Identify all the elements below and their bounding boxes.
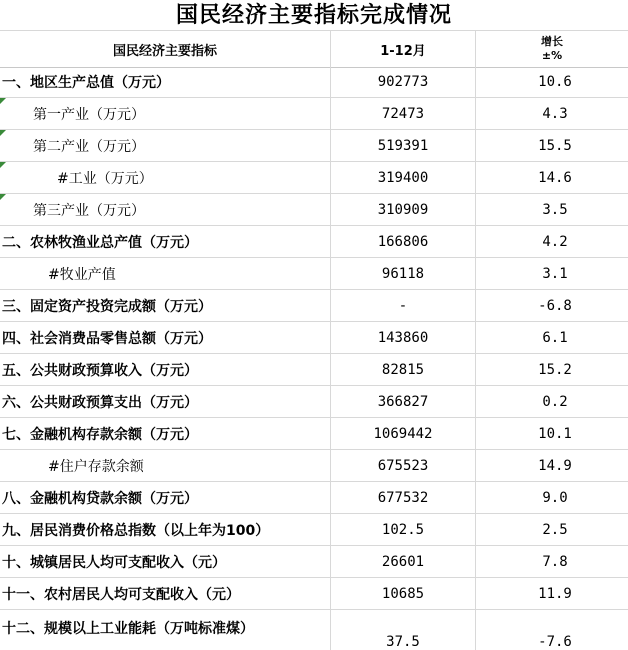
indicator-growth: 11.9 xyxy=(475,578,628,609)
indicator-growth: 0.2 xyxy=(475,386,628,417)
indicator-growth: -6.8 xyxy=(475,290,628,321)
indicator-value: 10685 xyxy=(330,578,475,609)
indicator-name: 八、金融机构贷款余额（万元） xyxy=(2,490,198,507)
page-title: 国民经济主要指标完成情况 xyxy=(175,3,452,28)
indicator-name: 十、城镇居民人均可支配收入（元） xyxy=(2,554,226,571)
table-header xyxy=(0,30,628,68)
table-row xyxy=(0,354,628,386)
table-row xyxy=(0,258,628,290)
indicator-growth: 3.1 xyxy=(475,258,628,289)
indicator-growth: 7.8 xyxy=(475,546,628,577)
indicator-growth: 2.5 xyxy=(475,514,628,545)
table-row xyxy=(0,482,628,514)
growth-header-line1: 增长 xyxy=(541,35,563,48)
indicator-name: #牧业产值 xyxy=(48,266,116,283)
table-row xyxy=(0,162,628,194)
table-row xyxy=(0,450,628,482)
table-row xyxy=(0,290,628,322)
indicator-name: 十二、规模以上工业能耗（万吨标准煤） xyxy=(2,621,254,637)
table-row xyxy=(0,194,628,226)
indicator-growth: 15.2 xyxy=(475,354,628,385)
indicator-name: 六、公共财政预算支出（万元） xyxy=(2,394,198,411)
table-row xyxy=(0,418,628,450)
indicator-value: 96118 xyxy=(330,258,475,289)
indicator-value: 82815 xyxy=(330,354,475,385)
table-row xyxy=(0,578,628,610)
indicator-name: 第三产业（万元） xyxy=(33,202,145,219)
indicator-growth: 14.6 xyxy=(475,162,628,193)
table-row xyxy=(0,98,628,130)
indicator-name: 五、公共财政预算收入（万元） xyxy=(2,362,198,379)
indicator-value: 902773 xyxy=(330,66,475,97)
indicator-value: - xyxy=(330,290,475,321)
table-row xyxy=(0,322,628,354)
indicator-growth: 4.2 xyxy=(475,226,628,257)
indicator-name: #住户存款余额 xyxy=(48,458,144,475)
indicator-growth: 15.5 xyxy=(475,130,628,161)
period-column-header: 1-12月 xyxy=(330,31,475,67)
indicator-growth: 14.9 xyxy=(475,450,628,481)
indicator-name: 七、金融机构存款余额（万元） xyxy=(2,426,198,443)
indicator-value: 37.5 xyxy=(330,610,475,650)
indicator-name: 第一产业（万元） xyxy=(33,106,145,123)
indicator-table xyxy=(0,66,628,650)
indicator-growth: 10.6 xyxy=(475,66,628,97)
indicator-value: 519391 xyxy=(330,130,475,161)
indicator-name: 九、居民消费价格总指数（以上年为100） xyxy=(2,522,270,539)
table-row xyxy=(0,514,628,546)
indicator-name: #工业（万元） xyxy=(57,170,153,187)
indicator-column-header: 国民经济主要指标 xyxy=(112,43,217,59)
table-row xyxy=(0,66,628,98)
indicator-growth: 3.5 xyxy=(475,194,628,225)
indicator-name: 四、社会消费品零售总额（万元） xyxy=(2,330,212,347)
table-row xyxy=(0,386,628,418)
indicator-value: 677532 xyxy=(330,482,475,513)
indicator-name: 第二产业（万元） xyxy=(33,138,145,155)
indicator-value: 310909 xyxy=(330,194,475,225)
indicator-name: 十一、农村居民人均可支配收入（元） xyxy=(2,586,240,603)
indicator-value: 366827 xyxy=(330,386,475,417)
indicator-value: 1069442 xyxy=(330,418,475,449)
indicator-value: 319400 xyxy=(330,162,475,193)
growth-header-line2: ±% xyxy=(541,49,563,62)
indicator-name: 二、农林牧渔业总产值（万元） xyxy=(2,234,198,251)
indicator-value: 143860 xyxy=(330,322,475,353)
indicator-value: 166806 xyxy=(330,226,475,257)
indicator-name: 三、固定资产投资完成额（万元） xyxy=(2,298,212,315)
table-row xyxy=(0,610,628,650)
indicator-growth: -7.6 xyxy=(475,610,628,650)
indicator-value: 26601 xyxy=(330,546,475,577)
indicator-name: 一、地区生产总值（万元） xyxy=(2,74,170,91)
growth-column-header xyxy=(475,31,628,67)
indicator-growth: 9.0 xyxy=(475,482,628,513)
indicator-growth: 4.3 xyxy=(475,98,628,129)
table-row xyxy=(0,226,628,258)
indicator-growth: 10.1 xyxy=(475,418,628,449)
indicator-value: 72473 xyxy=(330,98,475,129)
table-row xyxy=(0,546,628,578)
indicator-value: 102.5 xyxy=(330,514,475,545)
table-row xyxy=(0,130,628,162)
indicator-value: 675523 xyxy=(330,450,475,481)
indicator-growth: 6.1 xyxy=(475,322,628,353)
